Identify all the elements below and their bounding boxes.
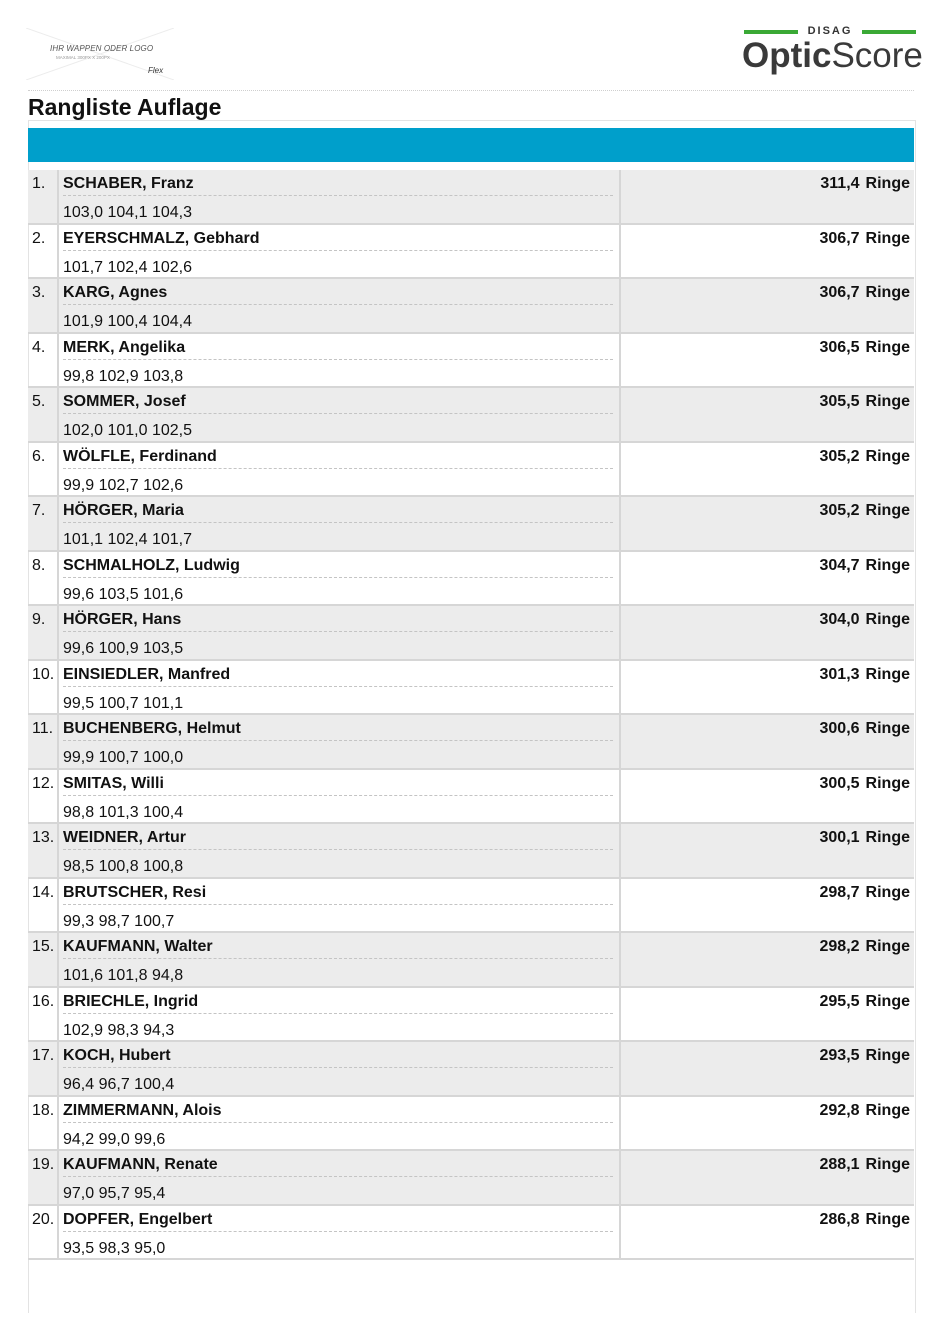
- rank-cell: 5.: [28, 388, 59, 441]
- series-scores: 98,5 100,8 100,8: [63, 858, 184, 875]
- total-cell: [621, 497, 914, 550]
- total-cell: [621, 879, 914, 932]
- series-scores: 102,9 98,3 94,3: [63, 1021, 175, 1039]
- shooter-name: BRIECHLE, Ingrid: [63, 993, 613, 1014]
- shooter-name: KAUFMANN, Walter: [63, 938, 613, 959]
- unit-label: Ringe: [865, 883, 910, 901]
- series-scores: 101,1 102,4 101,7: [63, 531, 193, 548]
- series-scores: 96,4 96,7 100,4: [63, 1076, 175, 1093]
- total-cell: [621, 715, 914, 768]
- rank-cell: 12.: [28, 770, 59, 823]
- unit-label: Ringe: [865, 992, 910, 1010]
- table-row: [28, 770, 914, 825]
- shooter-name: ZIMMERMANN, Alois: [63, 1102, 613, 1123]
- total-cell: [621, 443, 914, 496]
- unit-label: Ringe: [865, 447, 910, 465]
- shooter-name: KARG, Agnes: [63, 284, 613, 305]
- unit-label: Ringe: [865, 774, 910, 792]
- shooter-name: SCHMALHOLZ, Ludwig: [63, 557, 613, 578]
- series-scores: 102,0 101,0 102,5: [63, 422, 193, 439]
- total-score: 295,5: [819, 992, 860, 1010]
- shooter-cell: [59, 879, 621, 932]
- brand-bar-right: [862, 30, 916, 34]
- unit-label: Ringe: [865, 284, 910, 301]
- shooter-cell: [59, 1042, 621, 1095]
- unit-label: Ringe: [865, 556, 910, 574]
- club-logo-placeholder: [26, 28, 174, 80]
- table-row: [28, 225, 914, 280]
- series-scores: 99,3 98,7 100,7: [63, 912, 175, 930]
- table-row: [28, 334, 914, 389]
- shooter-name: HÖRGER, Maria: [63, 502, 613, 523]
- series-scores: 99,8 102,9 103,8: [63, 367, 184, 385]
- disag-opticscore-logo: [740, 25, 923, 77]
- total-cell: [621, 1042, 914, 1095]
- unit-label: Ringe: [865, 175, 910, 192]
- shooter-cell: [59, 443, 621, 496]
- ranking-table: [28, 170, 914, 1260]
- total-score: 305,2: [819, 447, 860, 465]
- total-score: 300,6: [819, 720, 860, 737]
- series-scores: 101,7 102,4 102,6: [63, 258, 193, 276]
- total-cell: [621, 824, 914, 877]
- shooter-name: BRUTSCHER, Resi: [63, 884, 613, 905]
- total-cell: [621, 1206, 914, 1259]
- series-scores: 99,6 103,5 101,6: [63, 585, 184, 603]
- series-scores: 99,9 100,7 100,0: [63, 749, 184, 766]
- table-row: [28, 279, 914, 334]
- shooter-cell: [59, 388, 621, 441]
- unit-label: Ringe: [865, 665, 910, 683]
- table-row: [28, 1151, 914, 1206]
- shooter-cell: [59, 552, 621, 605]
- header-divider: [28, 90, 914, 91]
- shooter-cell: [59, 1206, 621, 1259]
- table-row: [28, 661, 914, 716]
- total-cell: [621, 552, 914, 605]
- series-scores: 101,6 101,8 94,8: [63, 967, 184, 984]
- series-scores: 93,5 98,3 95,0: [63, 1239, 166, 1257]
- total-cell: [621, 606, 914, 659]
- shooter-name: WEIDNER, Artur: [63, 829, 613, 850]
- total-score: 292,8: [819, 1101, 860, 1119]
- table-row: [28, 1097, 914, 1152]
- shooter-name: WÖLFLE, Ferdinand: [63, 448, 613, 469]
- total-score: 300,5: [819, 774, 860, 792]
- shooter-cell: [59, 715, 621, 768]
- unit-label: Ringe: [865, 938, 910, 955]
- rank-cell: 19.: [28, 1151, 59, 1204]
- total-cell: [621, 933, 914, 986]
- shooter-cell: [59, 606, 621, 659]
- shooter-cell: [59, 933, 621, 986]
- unit-label: Ringe: [865, 229, 910, 247]
- rank-cell: 2.: [28, 225, 59, 278]
- total-score: 298,7: [819, 883, 860, 901]
- table-row: [28, 443, 914, 498]
- rank-cell: 11.: [28, 715, 59, 768]
- total-cell: [621, 334, 914, 387]
- total-score: 286,8: [819, 1210, 860, 1228]
- total-score: 305,2: [819, 502, 860, 519]
- shooter-name: DOPFER, Engelbert: [63, 1211, 613, 1232]
- unit-label: Ringe: [865, 1210, 910, 1228]
- table-row: [28, 388, 914, 443]
- total-cell: [621, 661, 914, 714]
- series-scores: 99,9 102,7 102,6: [63, 476, 184, 494]
- total-cell: [621, 170, 914, 223]
- shooter-cell: [59, 770, 621, 823]
- shooter-name: KOCH, Hubert: [63, 1047, 613, 1068]
- total-cell: [621, 770, 914, 823]
- total-score: 304,0: [819, 611, 860, 628]
- shooter-cell: [59, 661, 621, 714]
- total-score: 293,5: [819, 1047, 860, 1064]
- shooter-cell: [59, 824, 621, 877]
- brand-name-score: Score: [831, 36, 923, 75]
- shooter-cell: [59, 988, 621, 1041]
- total-cell: [621, 1097, 914, 1150]
- series-scores: 97,0 95,7 95,4: [63, 1185, 166, 1202]
- brand-name-optic: Optic: [742, 36, 832, 75]
- total-score: 304,7: [819, 556, 860, 574]
- shooter-cell: [59, 279, 621, 332]
- shooter-cell: [59, 225, 621, 278]
- unit-label: Ringe: [865, 338, 910, 356]
- logo-placeholder-text: IHR WAPPEN ODER LOGO: [50, 44, 154, 53]
- total-score: 301,3: [819, 665, 860, 683]
- total-score: 311,4: [820, 175, 860, 192]
- brand-bar-left: [744, 30, 798, 34]
- shooter-cell: [59, 1097, 621, 1150]
- series-scores: 101,9 100,4 104,4: [63, 313, 193, 330]
- rank-cell: 17.: [28, 1042, 59, 1095]
- table-row: [28, 715, 914, 770]
- unit-label: Ringe: [865, 502, 910, 519]
- series-scores: 99,5 100,7 101,1: [63, 694, 184, 712]
- unit-label: Ringe: [865, 611, 910, 628]
- unit-label: Ringe: [865, 393, 910, 410]
- total-score: 288,1: [819, 1156, 860, 1173]
- shooter-name: EINSIEDLER, Manfred: [63, 666, 613, 687]
- shooter-cell: [59, 497, 621, 550]
- disag-text: DISAG: [807, 25, 853, 37]
- unit-label: Ringe: [865, 829, 910, 846]
- table-row: [28, 933, 914, 988]
- series-scores: 98,8 101,3 100,4: [63, 803, 184, 821]
- rank-cell: 15.: [28, 933, 59, 986]
- total-score: 306,7: [819, 229, 860, 247]
- total-cell: [621, 388, 914, 441]
- rank-cell: 10.: [28, 661, 59, 714]
- total-cell: [621, 1151, 914, 1204]
- shooter-name: SCHABER, Franz: [63, 175, 613, 196]
- shooter-name: KAUFMANN, Renate: [63, 1156, 613, 1177]
- shooter-cell: [59, 334, 621, 387]
- total-score: 305,5: [819, 393, 860, 410]
- total-score: 298,2: [819, 938, 860, 955]
- rank-cell: 7.: [28, 497, 59, 550]
- shooter-cell: [59, 1151, 621, 1204]
- table-row: [28, 1042, 914, 1097]
- series-scores: 99,6 100,9 103,5: [63, 640, 184, 657]
- rank-cell: 1.: [28, 170, 59, 223]
- total-score: 300,1: [819, 829, 860, 846]
- shooter-cell: [59, 170, 621, 223]
- table-row: [28, 988, 914, 1043]
- rank-cell: 18.: [28, 1097, 59, 1150]
- shooter-name: SOMMER, Josef: [63, 393, 613, 414]
- rank-cell: 20.: [28, 1206, 59, 1259]
- table-row: [28, 824, 914, 879]
- table-row: [28, 170, 914, 225]
- rank-cell: 8.: [28, 552, 59, 605]
- series-scores: 103,0 104,1 104,3: [63, 204, 193, 221]
- rank-cell: 14.: [28, 879, 59, 932]
- edition-label: Flex: [148, 66, 164, 75]
- rank-cell: 6.: [28, 443, 59, 496]
- unit-label: Ringe: [865, 720, 910, 737]
- shooter-name: EYERSCHMALZ, Gebhard: [63, 230, 613, 251]
- shooter-name: BUCHENBERG, Helmut: [63, 720, 613, 741]
- page-title: Rangliste Auflage: [28, 94, 222, 120]
- total-score: 306,5: [819, 338, 860, 356]
- logo-placeholder-subtext: MAXIMAL 300PX X 200PX: [56, 55, 110, 60]
- rank-cell: 16.: [28, 988, 59, 1041]
- shooter-name: HÖRGER, Hans: [63, 611, 613, 632]
- opticscore-wordmark: [742, 37, 923, 75]
- table-row: [28, 1206, 914, 1261]
- rank-cell: 4.: [28, 334, 59, 387]
- unit-label: Ringe: [865, 1047, 910, 1064]
- table-row: [28, 606, 914, 661]
- table-row: [28, 552, 914, 607]
- unit-label: Ringe: [865, 1156, 910, 1173]
- total-score: 306,7: [819, 284, 860, 301]
- table-row: [28, 879, 914, 934]
- shooter-name: MERK, Angelika: [63, 339, 613, 360]
- rank-cell: 9.: [28, 606, 59, 659]
- shooter-name: SMITAS, Willi: [63, 775, 613, 796]
- total-cell: [621, 225, 914, 278]
- rank-cell: 3.: [28, 279, 59, 332]
- table-row: [28, 497, 914, 552]
- series-scores: 94,2 99,0 99,6: [63, 1130, 166, 1148]
- rank-cell: 13.: [28, 824, 59, 877]
- table-header-bar: [28, 128, 914, 162]
- total-cell: [621, 279, 914, 332]
- unit-label: Ringe: [865, 1101, 910, 1119]
- total-cell: [621, 988, 914, 1041]
